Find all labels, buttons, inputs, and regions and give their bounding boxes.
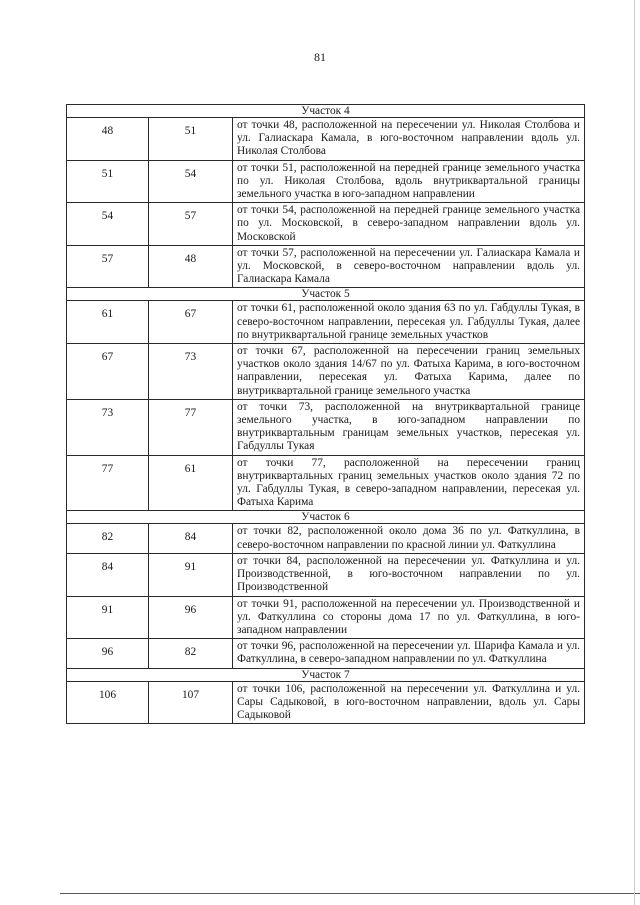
point-to-cell: 77 [149, 399, 233, 455]
point-to-cell: 67 [149, 301, 233, 344]
point-from-cell: 73 [67, 399, 149, 455]
table-row [67, 553, 585, 596]
scan-right-edge [634, 0, 635, 905]
boundary-description-cell: от точки 77, расположенной на пересечении границ внутриквартальных границ земельных участков около здания 72 по ул. Габдуллы Тукая, в северо-западном направлении, пересекая ул. Фатыха Карима [233, 455, 585, 511]
boundary-description-cell: от точки 91, расположенной на пересечении ул. Производственной и ул. Фаткуллина со стороны дома 17 по ул. Фаткуллина, в юго-западном направлении [233, 596, 585, 639]
point-from-cell: 51 [67, 160, 149, 203]
table-row [67, 301, 585, 344]
table-row [67, 596, 585, 639]
page-number: 81 [314, 50, 326, 64]
boundary-description-cell: от точки 96, расположенной на пересечении ул. Шарифа Камала и ул. Фаткуллина, в северо-западном направлении по ул. Фаткуллина [233, 639, 585, 668]
table-row [67, 399, 585, 455]
boundary-table-body [67, 105, 585, 724]
boundary-table [66, 104, 585, 724]
point-to-cell: 61 [149, 455, 233, 511]
scan-bottom-line [60, 893, 640, 894]
boundary-description-cell: от точки 54, расположенной на передней границе земельного участка по ул. Московской, в северо-западном направлении вдоль ул. Московской [233, 203, 585, 246]
section-title: Участок 5 [67, 288, 585, 301]
point-to-cell: 91 [149, 553, 233, 596]
point-from-cell: 106 [67, 681, 149, 724]
boundary-description-cell: от точки 106, расположенной на пересечении ул. Фаткуллина и ул. Сары Садыковой, в юго-восточном направлении, вдоль ул. Сары Садыковой [233, 681, 585, 724]
boundary-description-cell: от точки 48, расположенной на пересечении ул. Николая Столбова и ул. Галиаскара Камала, в юго-восточном направлении вдоль ул. Николая Столбова [233, 118, 585, 161]
boundary-description-cell: от точки 61, расположенной около здания 63 по ул. Габдуллы Тукая, в северо-восточном направлении, пересекая ул. Габдуллы Тукая, далее по внутриквартальной границе земельных участков [233, 301, 585, 344]
point-to-cell: 54 [149, 160, 233, 203]
point-from-cell: 67 [67, 344, 149, 400]
point-from-cell: 54 [67, 203, 149, 246]
point-to-cell: 96 [149, 596, 233, 639]
point-from-cell: 91 [67, 596, 149, 639]
boundary-description-cell: от точки 67, расположенной на пересечении границ земельных участков около здания 14/67 по ул. Фатыха Карима, в юго-восточном направлении, пересекая ул. Фатыха Карима, далее по внутриквартальной границе земельного участка [233, 344, 585, 400]
point-from-cell: 48 [67, 118, 149, 161]
table-row [67, 455, 585, 511]
table-row [67, 681, 585, 724]
point-to-cell: 84 [149, 524, 233, 553]
boundary-description-cell: от точки 57, расположенной на пересечении ул. Галиаскара Камала и ул. Московской, в северо-восточном направлении вдоль ул. Галиаскара Камала [233, 245, 585, 288]
table-row [67, 639, 585, 668]
section-header-row [67, 105, 585, 118]
point-to-cell: 51 [149, 118, 233, 161]
section-header-row [67, 668, 585, 681]
point-from-cell: 96 [67, 639, 149, 668]
boundary-description-cell: от точки 51, расположенной на передней границе земельного участка по ул. Николая Столбова, вдоль внутриквартальной границы земельного участка в юго-западном направлении [233, 160, 585, 203]
point-from-cell: 77 [67, 455, 149, 511]
section-header-row [67, 511, 585, 524]
point-to-cell: 107 [149, 681, 233, 724]
point-to-cell: 57 [149, 203, 233, 246]
point-to-cell: 73 [149, 344, 233, 400]
table-row [67, 203, 585, 246]
section-title: Участок 6 [67, 511, 585, 524]
table-row [67, 245, 585, 288]
point-to-cell: 48 [149, 245, 233, 288]
boundary-description-cell: от точки 82, расположенной около дома 36 по ул. Фаткуллина, в северо-восточном направлении по красной линии ул. Фаткуллина [233, 524, 585, 553]
point-from-cell: 61 [67, 301, 149, 344]
section-title: Участок 7 [67, 668, 585, 681]
point-from-cell: 82 [67, 524, 149, 553]
point-from-cell: 84 [67, 553, 149, 596]
table-row [67, 118, 585, 161]
boundary-description-cell: от точки 73, расположенной на внутриквартальной границе земельного участка, в юго-западном направлении по внутриквартальным границам земельных участков, пересекая ул. Габдуллы Тукая [233, 399, 585, 455]
section-header-row [67, 288, 585, 301]
point-from-cell: 57 [67, 245, 149, 288]
point-to-cell: 82 [149, 639, 233, 668]
boundary-description-cell: от точки 84, расположенной на пересечении ул. Фаткуллина и ул. Производственной, в юго-восточном направлении по ул. Производственной [233, 553, 585, 596]
section-title: Участок 4 [67, 105, 585, 118]
table-row [67, 160, 585, 203]
table-row [67, 344, 585, 400]
table-row [67, 524, 585, 553]
